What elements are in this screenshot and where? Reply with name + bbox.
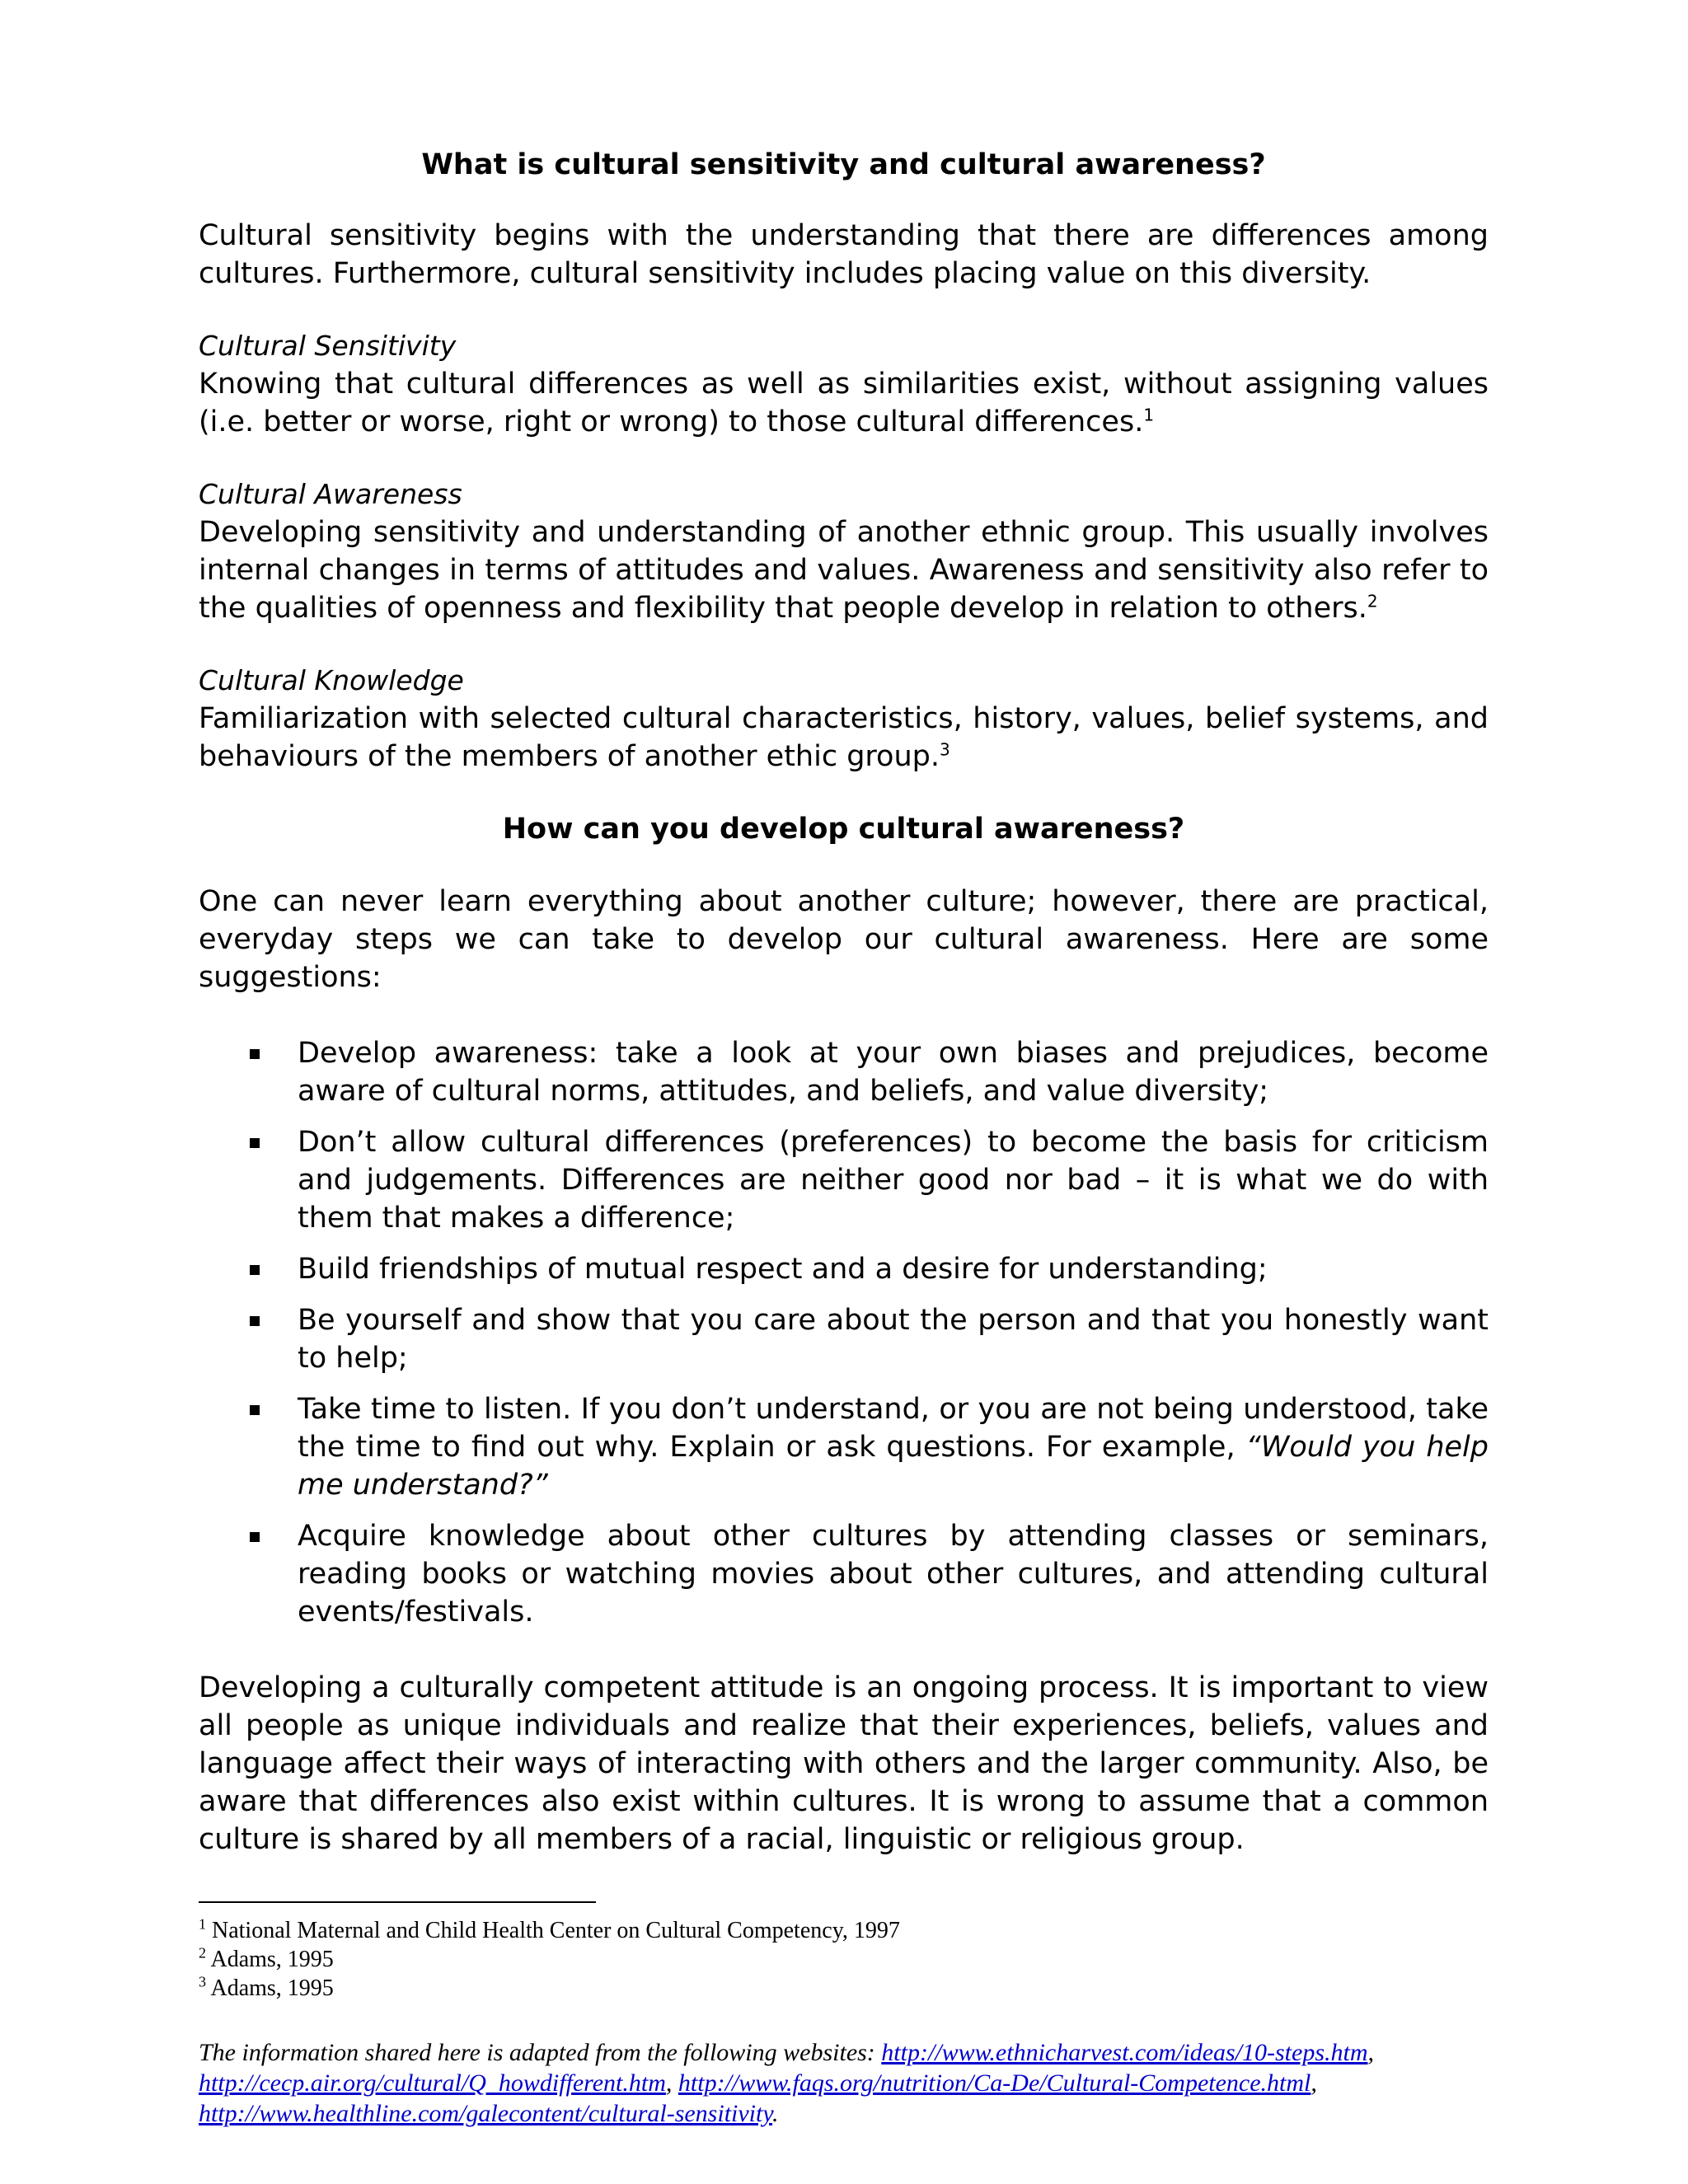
term-label: Cultural Sensitivity (199, 330, 457, 362)
footnote: $^2$ Adams, 1995 (199, 1944, 334, 1972)
source-note: The information shared here is adapted from the following websites: http://www.ethnicharvest.com/ideas/10-steps.htm, http://cecp.air.org/cultural/Q_howdifferent.htm, http://www.faqs.org/nutrition/Ca-De/Cultural-Competence.html, http://www.healthline.com/galecontent/cultural-sensitivity. (199, 2039, 1375, 2127)
term-label: Cultural Awareness (199, 478, 462, 510)
list-item: Be yourself and show that you care about the person and that you honestly want to help; (199, 1301, 1489, 1377)
document-page (199, 124, 1489, 2129)
footnote-divider (199, 1901, 596, 1903)
source-link[interactable]: http://cecp.air.org/cultural/Q_howdifferent.htm (199, 2069, 666, 2097)
suggestions-list (199, 1034, 1489, 1631)
footnote: $^3$ Adams, 1995 (199, 1973, 334, 2001)
footnote-ref: 1 (1143, 405, 1155, 425)
heading-develop-awareness: How can you develop cultural awareness? (502, 813, 1185, 846)
list-item: Acquire knowledge about other cultures by attending classes or seminars, reading books or watching movies about other cultures, and attending cultural events/festivals. (199, 1517, 1489, 1631)
definition-text: Developing sensitivity and understanding of another ethnic group. This usually involves internal changes in terms of attitudes and values. Awareness and sensitivity also refer to the qualities of openness and flexibility that people develop in relation to others.$^2$ (199, 516, 1489, 625)
source-link[interactable]: http://www.healthline.com/galecontent/cultural-sensitivity (199, 2100, 773, 2127)
list-item: Don’t allow cultural differences (preferences) to become the basis for criticism and judgements. Differences are neither good nor bad – it is what we do with them that makes a difference; (199, 1123, 1489, 1237)
list-item: Take time to listen. If you don’t understand, or you are not being understood, take the time to find out why. Explain or ask questions. For example, “Would you help me understand?” (199, 1390, 1489, 1504)
source-link[interactable]: http://www.ethnicharvest.com/ideas/10-steps.htm (881, 2039, 1368, 2066)
list-item: Develop awareness: take a look at your own biases and prejudices, become aware of cultural norms, attitudes, and beliefs, and value diversity; (199, 1034, 1489, 1110)
example-question: “Would you help me understand?” (298, 1431, 1489, 1502)
footnote: $^1$ National Maternal and Child Health Center on Cultural Competency, 1997 (199, 1915, 900, 1943)
definition-sensitivity (199, 327, 1489, 441)
definition-knowledge (199, 662, 1489, 776)
footnotes (199, 1916, 1489, 2003)
definition-awareness (199, 476, 1489, 627)
intro-paragraph: Cultural sensitivity begins with the understanding that there are differences among cultures. Furthermore, cultural sensitivity includes placing value on this diversity. (199, 219, 1489, 290)
heading-cultural-sensitivity: What is cultural sensitivity and cultural awareness? (421, 148, 1266, 181)
term-label: Cultural Knowledge (199, 664, 464, 696)
definition-text: Familiarization with selected cultural characteristics, history, values, belief systems, and behaviours of the members of another ethic group.$^3$ (199, 702, 1489, 773)
steps-intro-paragraph: One can never learn everything about another culture; however, there are practical, everyday steps we can take to develop our cultural awareness. Here are some suggestions: (199, 885, 1489, 994)
footnote-ref: 2 (1367, 591, 1378, 612)
definition-text: Knowing that cultural differences as well as similarities exist, without assigning values (i.e. better or worse, right or wrong) to those cultural differences.$^1$ (199, 368, 1489, 438)
list-item: Build friendships of mutual respect and a desire for understanding; (199, 1250, 1489, 1288)
source-link[interactable]: http://www.faqs.org/nutrition/Ca-De/Cultural-Competence.html (678, 2069, 1311, 2097)
closing-paragraph: Developing a culturally competent attitude is an ongoing process. It is important to view all people as unique individuals and realize that their experiences, beliefs, values and language affect their ways of interacting with others and the larger community. Also, be aware that differences also exist within cultures. It is wrong to assume that a common culture is shared by all members of a racial, linguistic or religious group. (199, 1671, 1489, 1856)
footnote-ref: 3 (939, 739, 950, 760)
